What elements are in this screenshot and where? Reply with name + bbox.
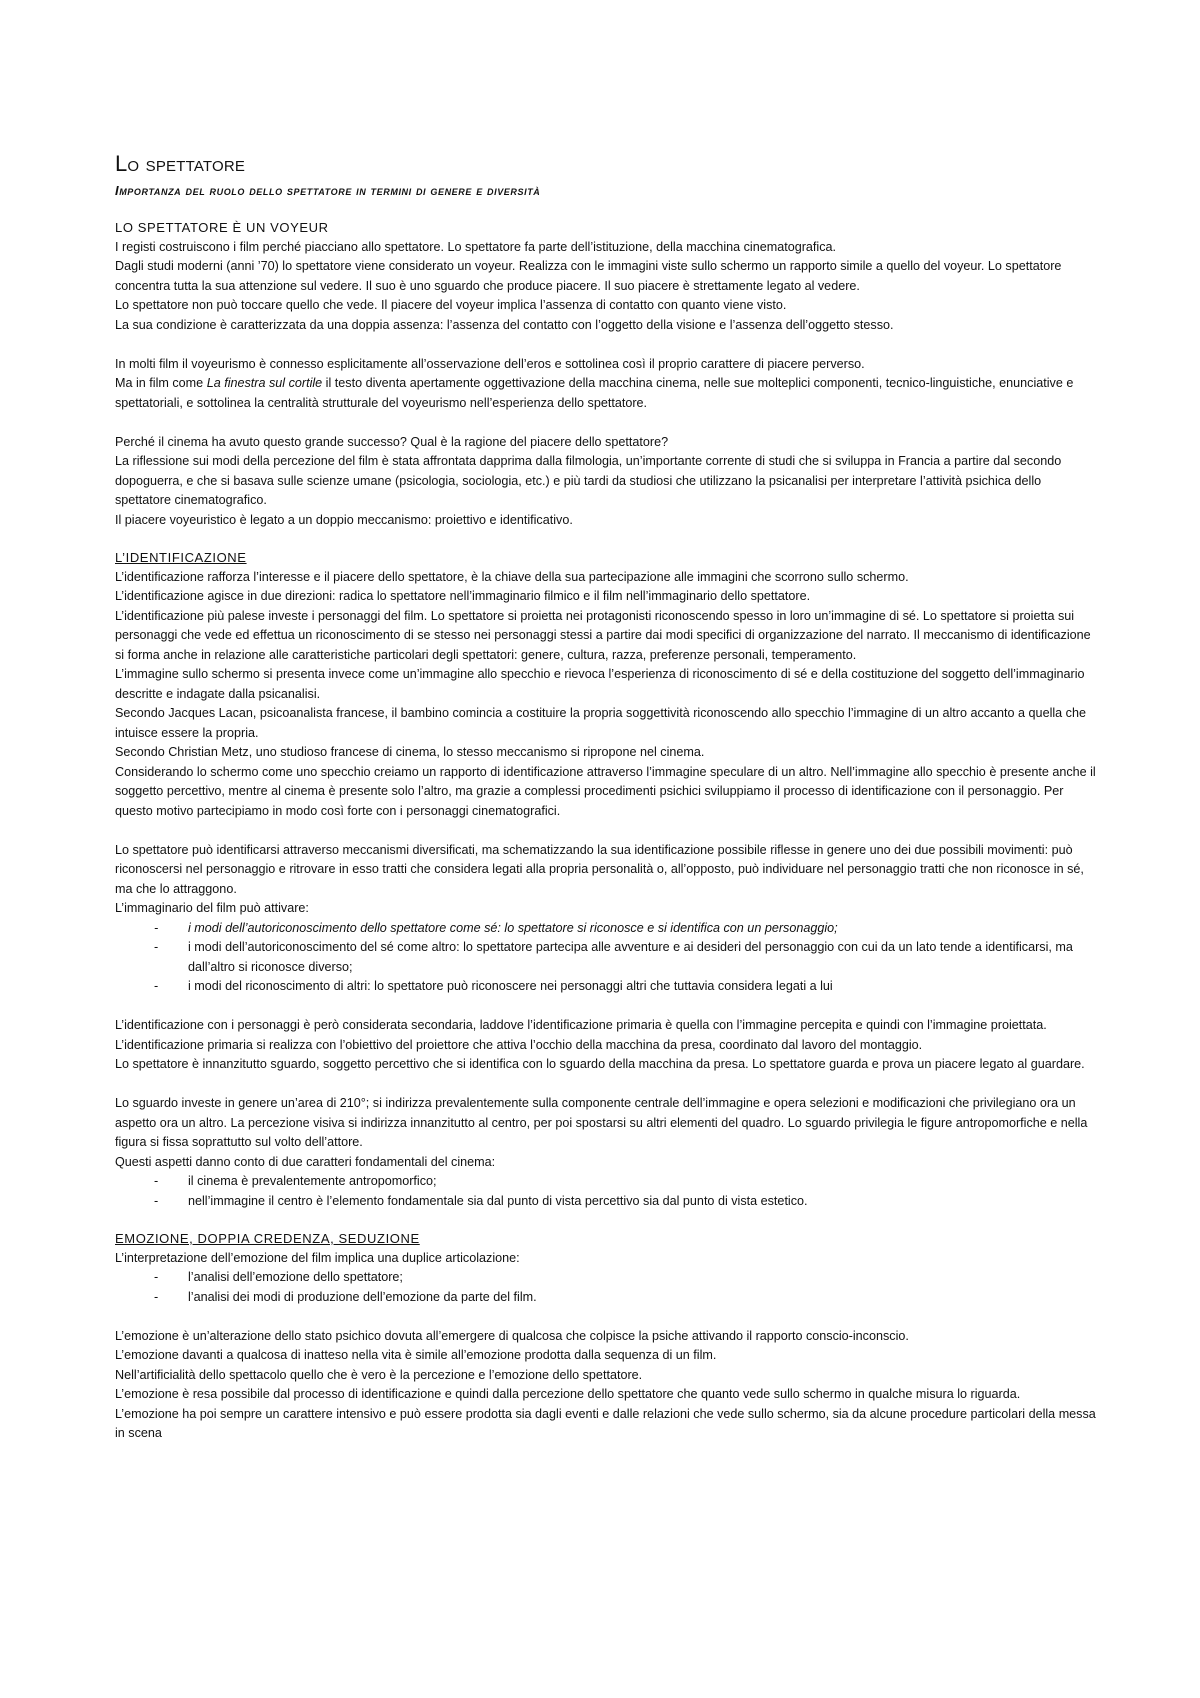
paragraph: La riflessione sui modi della percezione del film è stata affrontata dapprima dalla filmologia, un’importante corrente di studi che si sviluppa in Francia a partire dal secondo dopoguerra, e che si basava sulle scienze umane (psicologia, sociologia, etc.) e più tardi da studiosi che utilizzano la psicanalisi per interpretare l’attività psichica dello spettatore cinematografico. bbox=[115, 454, 1062, 507]
paragraph: L’emozione davanti a qualcosa di inatteso nella vita è simile all’emozione prodotta dalla sequenza di un film. bbox=[115, 1348, 717, 1362]
paragraph: Secondo Christian Metz, uno studioso francese di cinema, lo stesso meccanismo si ripropone nel cinema. bbox=[115, 745, 705, 759]
section-heading-identificazione: L’IDENTIFICAZIONE bbox=[115, 550, 247, 565]
paragraph: L’immaginario del film può attivare: bbox=[115, 901, 309, 915]
paragraph: L’identificazione rafforza l’interesse e il piacere dello spettatore, è la chiave della sua partecipazione alle immagini che scorrono sullo schermo. bbox=[115, 569, 909, 584]
paragraph: Lo sguardo investe in genere un’area di 210°; si indirizza prevalentemente sulla componente centrale dell’immagine e opera selezioni e modificazioni che privilegiano ora un aspetto ora un altro. La percezione visiva si indirizza innanzitutto al centro, per poi spostarsi su altri elementi del quadro. Lo sguardo privilegia le figure antropomorfiche e nella figura si fissa soprattutto sul volto dell’attore. bbox=[115, 1096, 1088, 1149]
list-item: - il cinema è prevalentemente antropomorfico; bbox=[115, 1172, 1100, 1192]
paragraph: I registi costruiscono i film perché piacciano allo spettatore. Lo spettatore fa parte dell’istituzione, della macchina cinematografica. bbox=[115, 239, 837, 254]
paragraph: In molti film il voyeurismo è connesso esplicitamente all’osservazione dell’eros e sottolinea così il proprio carattere di piacere perverso. bbox=[115, 356, 865, 371]
paragraph: Lo spettatore può identificarsi attraverso meccanismi diversificati, ma schematizzando la sua identificazione possibile riflesse in genere uno dei due possibili movimenti: può riconoscersi nel personaggio e ritrovare in esso tratti che considera legati alla propria personalità o, all’opposto, può individuare nel personaggio tratti che non riconosce in sé, ma che lo attraggono. bbox=[115, 842, 1084, 896]
paragraph: Il piacere voyeuristico è legato a un doppio meccanismo: proiettivo e identificativo. bbox=[115, 512, 573, 527]
list-item: - i modi del riconoscimento di altri: lo spettatore può riconoscere nei personaggi altri che tuttavia considera legati a lui bbox=[115, 977, 1100, 997]
document-page bbox=[115, 150, 1100, 1444]
text-run: il testo diventa apertamente oggettivazione della macchina cinema, nelle sue molteplici componenti, tecnico-linguistiche, enunciative e spettatoriali, e sottolinea la centralità strutturale del voyeurismo nell’esperienza dello spettatore. bbox=[115, 376, 1074, 410]
paragraph: Dagli studi moderni (anni ’70) lo spettatore viene considerato un voyeur. Realizza con le immagini viste sullo schermo un rapporto simile a quello del voyeur. Lo spettatore concentra tutta la sua attenzione sul vedere. Il suo è uno sguardo che produce piacere. Il suo piacere è strettamente legato al vedere. bbox=[115, 259, 1062, 293]
list-item: - l’analisi dei modi di produzione dell’emozione da parte del film. bbox=[115, 1288, 1100, 1308]
paragraph: L’emozione ha poi sempre un carattere intensivo e può essere prodotta sia dagli eventi e dalle relazioni che vede sullo schermo, sia da alcune procedure particolari della messa in scena bbox=[115, 1406, 1096, 1440]
page-title: Lo spettatore bbox=[115, 151, 246, 176]
page-subtitle: Importanza del ruolo dello spettatore in termini di genere e diversità bbox=[115, 183, 541, 198]
paragraph bbox=[115, 374, 1100, 413]
text-run: Ma in film come bbox=[115, 376, 207, 390]
section-heading-emozione: EMOZIONE, DOPPIA CREDENZA, SEDUZIONE bbox=[115, 1231, 420, 1246]
film-title: La finestra sul cortile bbox=[206, 376, 323, 390]
paragraph: L’identificazione più palese investe i personaggi del film. Lo spettatore si proietta nei protagonisti riconoscendo spesso in loro un’immagine di sé. Lo spettatore si proietta sui personaggi che vede ed effettua un riconoscimento di se stesso nei personaggi stessi a partire dai modi specifici di organizzazione del narrato. Il meccanismo di identificazione si forma anche in relazione alle caratteristiche particolari degli spettatori: genere, cultura, razza, preferenze personali, temperamento. bbox=[115, 608, 1091, 662]
paragraph: La sua condizione è caratterizzata da una doppia assenza: l’assenza del contatto con l’oggetto della visione e l’assenza dell’oggetto stesso. bbox=[115, 317, 894, 332]
paragraph: L’identificazione agisce in due direzioni: radica lo spettatore nell’immaginario filmico e il film nell’immaginario dello spettatore. bbox=[115, 589, 811, 603]
paragraph: Nell’artificialità dello spettacolo quello che è vero è la percezione e l’emozione dello spettatore. bbox=[115, 1367, 643, 1382]
section-heading-voyeur: LO SPETTATORE È UN VOYEUR bbox=[115, 220, 329, 235]
paragraph: Perché il cinema ha avuto questo grande successo? Qual è la ragione del piacere dello spettatore? bbox=[115, 434, 669, 449]
paragraph: Lo spettatore non può toccare quello che vede. Il piacere del voyeur implica l’assenza di contatto con quanto viene visto. bbox=[115, 298, 787, 312]
list-item: - i modi dell’autoriconoscimento dello spettatore come sé: lo spettatore si riconosce e si identifica con un personaggio; bbox=[115, 919, 1100, 939]
paragraph: Lo spettatore è innanzitutto sguardo, soggetto percettivo che si identifica con lo sguardo della macchina da presa. Lo spettatore guarda e prova un piacere legato al guardare. bbox=[115, 1057, 1085, 1071]
bullet-list bbox=[115, 1268, 1100, 1307]
paragraph: Questi aspetti danno conto di due caratteri fondamentali del cinema: bbox=[115, 1154, 496, 1169]
list-item: - l’analisi dell’emozione dello spettatore; bbox=[115, 1268, 1100, 1288]
paragraph: L’emozione è resa possibile dal processo di identificazione e quindi dalla percezione dello spettatore che quanto vede sullo schermo in qualche misura lo riguarda. bbox=[115, 1387, 1021, 1401]
bullet-list bbox=[115, 919, 1100, 997]
paragraph: L’interpretazione dell’emozione del film implica una duplice articolazione: bbox=[115, 1250, 520, 1265]
paragraph: L’identificazione con i personaggi è però considerata secondaria, laddove l’identificazione primaria è quella con l’immagine percepita e quindi con l’immagine proiettata. L’identificazione primaria si realizza con l’obiettivo del proiettore che attiva l’occhio della macchina da presa, coordinato dal lavoro del montaggio. bbox=[115, 1018, 1047, 1052]
list-item: - i modi dell’autoriconoscimento del sé come altro: lo spettatore partecipa alle avventure e ai desideri del personaggio con cui da un lato tende a identificarsi, ma dall’altro si riconosce diverso; bbox=[115, 938, 1100, 977]
paragraph: L’immagine sullo schermo si presenta invece come un’immagine allo specchio e rievoca l’esperienza di riconoscimento di sé e della costituzione del soggetto dell’immaginario descritte e indagate dalla psicanalisi. bbox=[115, 667, 1085, 701]
paragraph: Considerando lo schermo come uno specchio creiamo un rapporto di identificazione attraverso l’immagine speculare di un altro. Nell’immagine allo specchio è presente anche il soggetto percettivo, mentre al cinema è presente solo l’altro, ma grazie a complessi procedimenti psichici sviluppiamo il processo di identificazione con il personaggio. Per questo motivo partecipiamo in modo così forte con i personaggi cinematografici. bbox=[115, 764, 1096, 818]
bullet-list bbox=[115, 1172, 1100, 1211]
paragraph: L’emozione è un’alterazione dello stato psichico dovuta all’emergere di qualcosa che colpisce la psiche attivando il rapporto conscio-inconscio. bbox=[115, 1328, 909, 1343]
list-item: - nell’immagine il centro è l’elemento fondamentale sia dal punto di vista percettivo sia dal punto di vista estetico. bbox=[115, 1192, 1100, 1212]
paragraph: Secondo Jacques Lacan, psicoanalista francese, il bambino comincia a costituire la propria soggettività riconoscendo allo specchio l’immagine di un altro accanto a quella che intuisce essere la propria. bbox=[115, 706, 1086, 740]
